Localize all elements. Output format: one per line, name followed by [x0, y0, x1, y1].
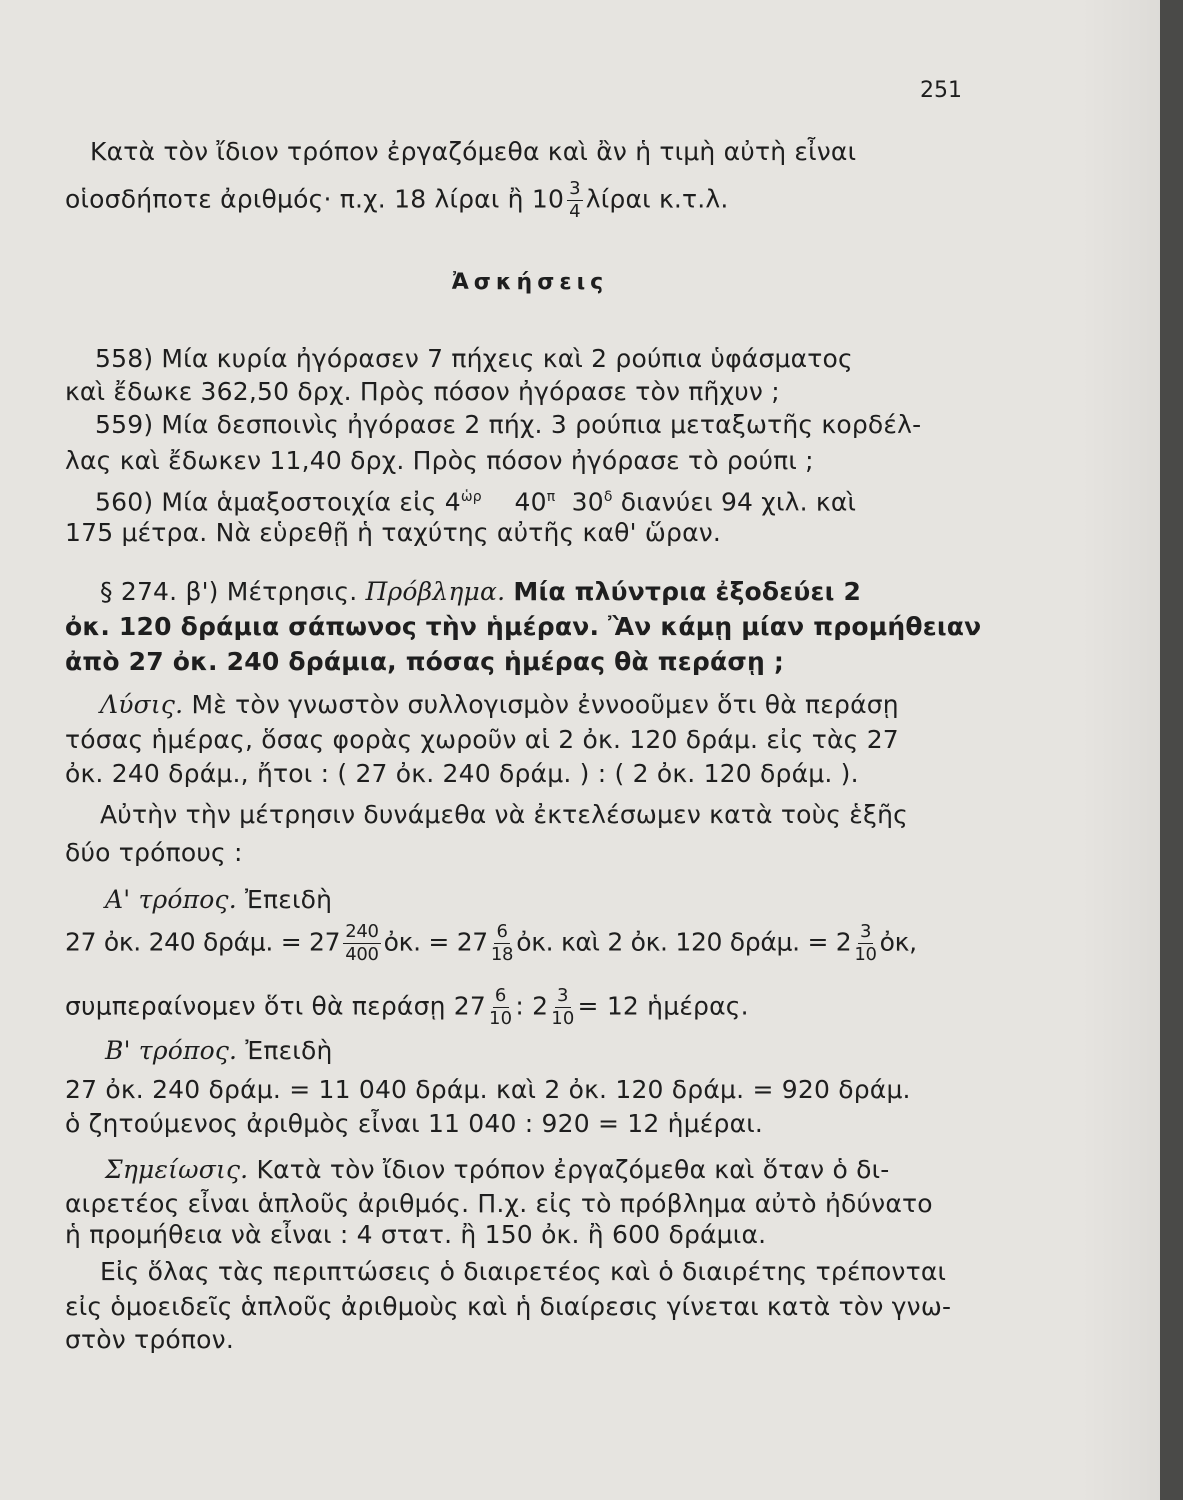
section-heading: § 274. β') Μέτρησις. Πρόβλημα. Μία πλύντρια ἐξοδεύει 2 [100, 577, 862, 606]
method-a-heading: Α' τρόπος. Ἐπειδὴ [105, 885, 333, 914]
note-line: ἡ προμήθεια νὰ εἶναι : 4 στατ. ἢ 150 ὀκ. ἢ 600 δράμια. [65, 1220, 767, 1249]
fraction: $\frac{240}{400}$ [345, 921, 379, 965]
fraction: $\frac{3}{10}$ [551, 985, 575, 1029]
exercise-558: 558) Μία κυρία ἠγόρασεν 7 πήχεις καὶ 2 ρούπια ὑφάσματος [95, 344, 853, 373]
method-a-equation: 27 ὀκ. 240 δράμ. = 27 $\frac{240}{400}$ ὀκ. = 27 $\frac{6}{18}$ ὀκ. καὶ 2 ὀκ. 120 δράμ. = 2 $\frac{3}{10}$ ὀκ, [65, 921, 917, 965]
method-b-heading: Β' τρόπος. Ἐπειδὴ [105, 1036, 333, 1065]
method-a-conclusion: συμπεραίνομεν ὅτι θὰ περάσῃ 27 $\frac{6}{10}$ : 2 $\frac{3}{10}$ = 12 ἡμέρας. [65, 985, 749, 1029]
solution-line: Αὐτὴν τὴν μέτρησιν δυνάμεθα νὰ ἐκτελέσωμεν κατὰ τοὺς ἑξῆς [100, 800, 909, 829]
fraction: $\frac{6}{18}$ [490, 921, 514, 965]
fraction: $\frac{3}{10}$ [854, 921, 877, 965]
note-line: στὸν τρόπον. [65, 1325, 234, 1354]
fraction: $\frac{6}{10}$ [489, 985, 513, 1029]
solution-line: τόσας ἡμέρας, ὅσας φορὰς χωροῦν αἱ 2 ὀκ. 120 δράμ. εἰς τὰς 27 [65, 725, 899, 754]
exercise-559-cont: λας καὶ ἔδωκεν 11,40 δρχ. Πρὸς πόσον ἠγόρασε τὸ ρούπι ; [65, 446, 814, 475]
page-edge-shadow [1080, 0, 1160, 1500]
fraction: $\frac{3}{4}$ [569, 178, 581, 222]
note-line: αιρετέος εἶναι ἁπλοῦς ἀριθμός. Π.χ. εἰς τὸ πρόβλημα αὐτὸ ἠδύνατο [65, 1189, 933, 1218]
intro-line: Κατὰ τὸν ἴδιον τρόπον ἐργαζόμεθα καὶ ἂν ἡ τιμὴ αὐτὴ εἶναι [90, 137, 857, 166]
problem-text: ὀκ. 120 δράμια σάπωνος τὴν ἡμέραν. Ἂν κάμῃ μίαν προμήθειαν [65, 612, 982, 641]
note-line: εἰς ὁμοειδεῖς ἁπλοῦς ἀριθμοὺς καὶ ἡ διαίρεσις γίνεται κατὰ τὸν γνω- [65, 1292, 952, 1321]
exercise-560-cont: 175 μέτρα. Νὰ εὑρεθῇ ἡ ταχύτης αὐτῆς καθ' ὥραν. [65, 518, 722, 547]
exercise-558-cont: καὶ ἔδωκε 362,50 δρχ. Πρὸς πόσον ἠγόρασε τὸν πῆχυν ; [65, 377, 780, 406]
exercises-heading: Ἀσκήσεις [451, 270, 609, 295]
intro-line: οἱοσδήποτε ἀριθμός· π.χ. 18 λίραι ἢ 10 $\frac{3}{4}$ λίραι κ.τ.λ. [65, 178, 729, 222]
note-line: Εἰς ὅλας τὰς περιπτώσεις ὁ διαιρετέος καὶ ὁ διαιρέτης τρέπονται [100, 1257, 947, 1286]
page-number: 251 [920, 78, 962, 103]
note-line: Σημείωσις. Κατὰ τὸν ἴδιον τρόπον ἐργαζόμεθα καὶ ὅταν ὁ δι- [105, 1155, 890, 1184]
problem-text: ἀπὸ 27 ὀκ. 240 δράμια, πόσας ἡμέρας θὰ περάσῃ ; [65, 647, 785, 676]
method-b-line: 27 ὀκ. 240 δράμ. = 11 040 δράμ. καὶ 2 ὀκ. 120 δράμ. = 920 δράμ. [65, 1075, 911, 1104]
solution-line: Λύσις. Μὲ τὸν γνωστὸν συλλογισμὸν ἐννοοῦμεν ὅτι θὰ περάσῃ [100, 690, 899, 719]
exercise-560: 560) Μία ἁμαξοστοιχία εἰς $4^{ὡ\rho}$ $40^\pi$ $30^\delta$ διανύει 94 χιλ. καὶ [95, 487, 857, 517]
exercise-559: 559) Μία δεσποινὶς ἠγόρασε 2 πήχ. 3 ρούπια μεταξωτῆς κορδέλ- [95, 410, 922, 439]
solution-line: δύο τρόπους : [65, 838, 243, 867]
solution-line: ὀκ. 240 δράμ., ἤτοι : ( 27 ὀκ. 240 δράμ. ) : ( 2 ὀκ. 120 δράμ. ). [65, 759, 859, 788]
method-b-line: ὁ ζητούμενος ἀριθμὸς εἶναι 11 040 : 920 = 12 ἡμέραι. [65, 1109, 764, 1138]
